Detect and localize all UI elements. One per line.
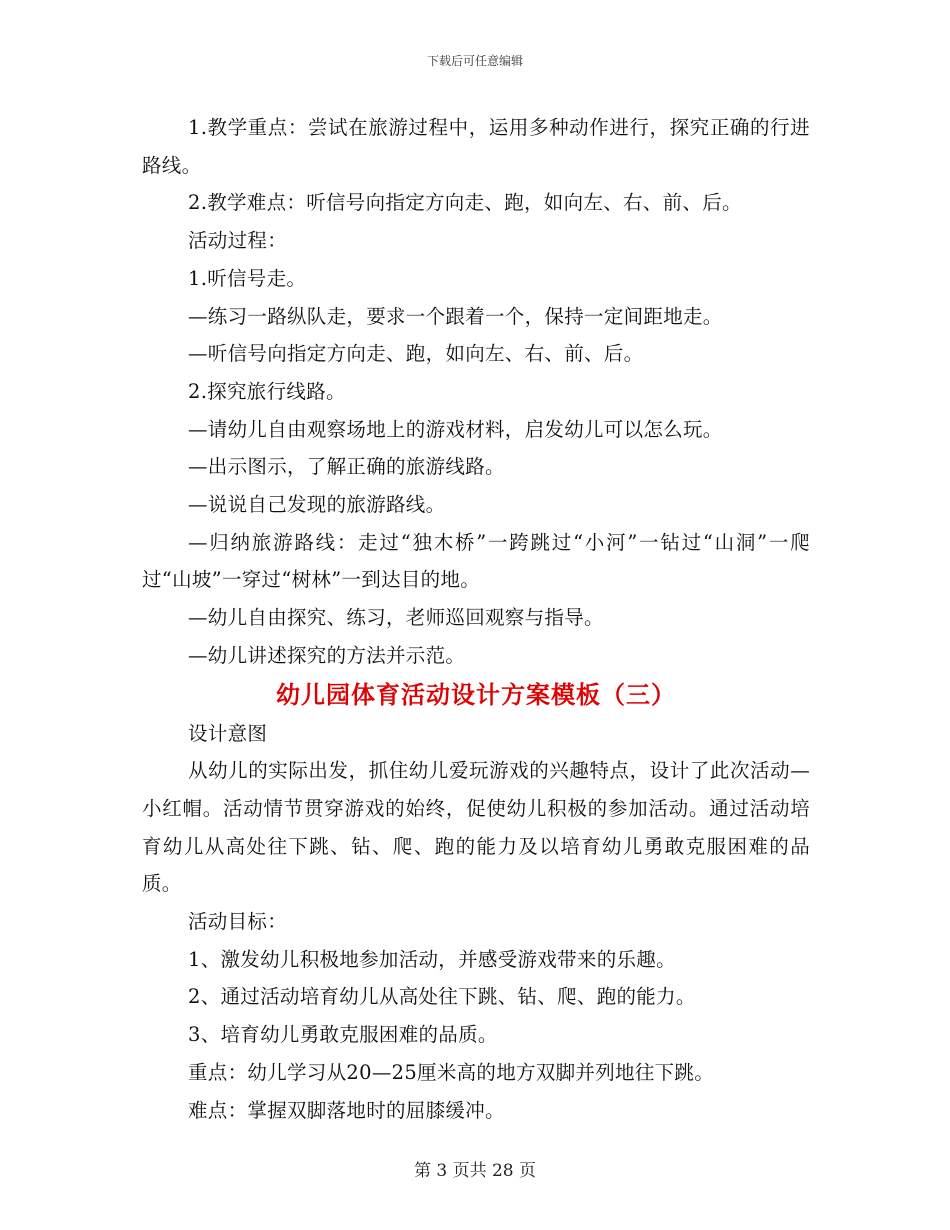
paragraph: —练习一路纵队走，要求一个跟着一个，保持一定间距地走。 <box>188 304 723 328</box>
paragraph: 1、激发幼儿积极地参加活动，并感受游戏带来的乐趣。 <box>188 947 676 971</box>
paragraph: 1.听信号走。 <box>188 266 307 290</box>
paragraph: —归纳旅游路线：走过“独木桥”一跨跳过“小河”一钻过“山洞”一爬过“山坡”一穿过“树林”一到达目的地。 <box>142 530 810 592</box>
paragraph: 设计意图 <box>188 721 268 745</box>
paragraph: 1.教学重点：尝试在旅游过程中，运用多种动作进行，探究正确的行进路线。 <box>142 116 810 177</box>
paragraph: —幼儿讲述探究的方法并示范。 <box>188 643 466 667</box>
paragraph: —说说自己发现的旅游路线。 <box>188 493 446 517</box>
paragraph: 难点：掌握双脚落地时的屈膝缓冲。 <box>188 1098 505 1122</box>
document-body <box>142 109 810 1129</box>
paragraph: 活动过程： <box>188 229 288 253</box>
paragraph: —出示图示，了解正确的旅游线路。 <box>188 455 505 479</box>
paragraph: 2、通过活动培育幼儿从高处往下跳、钻、爬、跑的能力。 <box>188 985 696 1009</box>
paragraph: 2.教学难点：听信号向指定方向走、跑，如向左、右、前、后。 <box>188 191 742 215</box>
page-number: 第 3 页共 28 页 <box>413 1161 537 1181</box>
paragraph: 重点：幼儿学习从20—25厘米高的地方双脚并列地往下跳。 <box>188 1060 715 1084</box>
page-header: 下载后可任意编辑 <box>426 54 523 68</box>
paragraph: —请幼儿自由观察场地上的游戏材料，启发幼儿可以怎么玩。 <box>188 417 723 441</box>
paragraph: 2.探究旅行线路。 <box>188 379 346 403</box>
paragraph: 活动目标： <box>188 910 288 934</box>
paragraph: —幼儿自由探究、练习，老师巡回观察与指导。 <box>188 606 604 630</box>
paragraph: 3、培育幼儿勇敢克服困难的品质。 <box>188 1023 498 1047</box>
paragraph: 从幼儿的实际出发，抓住幼儿爱玩游戏的兴趣特点，设计了此次活动—小红帽。活动情节贯穿游戏的始终，促使幼儿积极的参加活动。通过活动培育幼儿从高处往下跳、钻、爬、跑的能力及以培育幼儿勇敢克服困难的品质。 <box>142 759 810 896</box>
section-title: 幼儿园体育活动设计方案模板（三） <box>276 679 676 709</box>
paragraph: —听信号向指定方向走、跑，如向左、右、前、后。 <box>188 342 644 366</box>
